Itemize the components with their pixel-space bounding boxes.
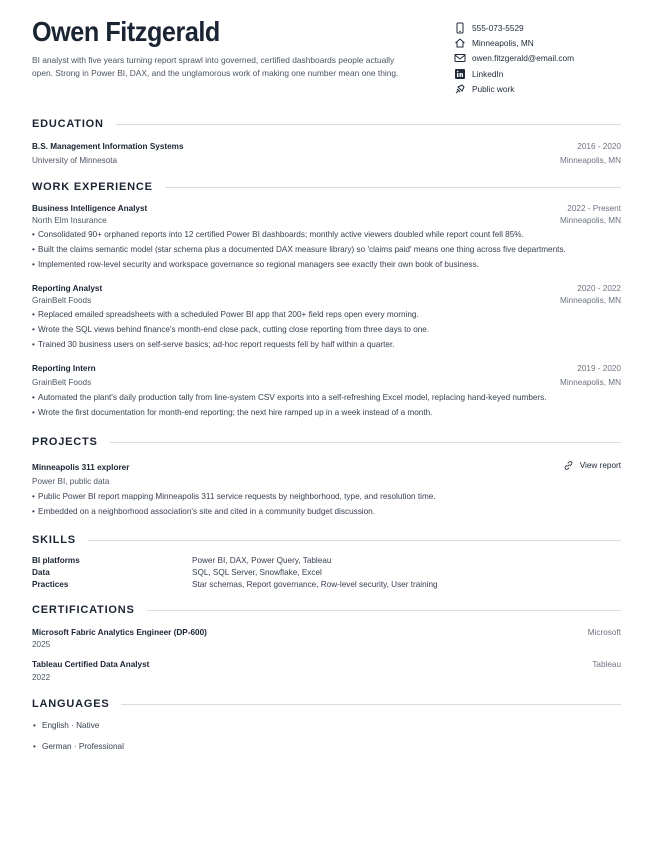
job-company: GrainBelt Foods: [32, 378, 92, 387]
contact-phone: [454, 20, 624, 35]
section-certifications-title: [32, 604, 621, 616]
contact-block: [454, 20, 624, 97]
job-dates: 2022 - Present: [567, 204, 621, 213]
skill-values: Power BI, DAX, Power Query, Tableau: [192, 556, 332, 565]
section-heading: EDUCATION: [32, 118, 104, 130]
project-bullet: • Public Power BI report mapping Minneapolis 311 service requests by neighborhood, type, and resolution time.: [38, 492, 436, 501]
section-divider: [121, 704, 621, 705]
linkedin-link[interactable]: LinkedIn: [472, 68, 504, 79]
section-divider: [116, 124, 621, 125]
contact-location: [454, 35, 624, 50]
skill-row: [32, 568, 621, 580]
certification-issuer: Microsoft: [587, 628, 621, 637]
job-sub-row: [32, 216, 621, 228]
contact-linkedin[interactable]: [454, 66, 624, 81]
section-heading: CERTIFICATIONS: [32, 604, 135, 616]
email-link[interactable]: owen.fitzgerald@email.com: [472, 53, 575, 64]
home-icon: [454, 37, 466, 49]
summary-text: BI analyst with five years turning report sprawl into governed, certified dashboards people actually open. Strong in Power BI, DAX, and the unglamorous work of making one number mean one thing.: [32, 55, 399, 78]
job-dates: 2020 - 2022: [577, 284, 621, 293]
link-icon: [563, 460, 574, 471]
job-location: Minneapolis, MN: [560, 296, 621, 305]
job-bullet: • Built the claims semantic model (star schema plus a documented DAX measure library) so 'claims paid' means one thing across five departments.: [38, 245, 566, 254]
job-sub-row: [32, 378, 621, 390]
job-bullet: • Trained 30 business users on self-serve basics; ad-hoc report requests fell by half within a quarter.: [38, 340, 395, 349]
section-experience-title: [32, 181, 621, 193]
skill-category: Data: [32, 568, 50, 577]
section-divider: [147, 610, 621, 611]
skill-category: Practices: [32, 580, 69, 589]
job-bullet: • Wrote the first documentation for month-end reporting; the next hire ramped up in a week instead of a month.: [38, 408, 432, 417]
language-item: • English · Native: [42, 721, 99, 730]
project-header-row: [32, 463, 621, 475]
certification-row: [32, 628, 621, 640]
education-header-row: [32, 142, 621, 154]
section-heading: LANGUAGES: [32, 698, 110, 710]
certification-year: 2022: [32, 673, 51, 682]
skill-row: [32, 580, 621, 592]
view-report-link[interactable]: [563, 460, 621, 471]
section-heading: WORK EXPERIENCE: [32, 181, 153, 193]
job-location: Minneapolis, MN: [560, 378, 621, 387]
phone-text: 555-073-5529: [472, 22, 524, 33]
skill-row: [32, 556, 621, 568]
job-company: North Elm Insurance: [32, 216, 107, 225]
portfolio-icon: [454, 83, 466, 95]
education-location: Minneapolis, MN: [560, 156, 621, 165]
project-name: Minneapolis 311 explorer: [32, 463, 130, 472]
job-dates: 2019 - 2020: [577, 364, 621, 373]
degree-name: B.S. Management Information Systems: [32, 142, 184, 151]
project-sub-row: [32, 477, 621, 489]
job-role: Reporting Analyst: [32, 284, 103, 293]
section-education-title: [32, 118, 621, 130]
certification-year-row: [32, 673, 621, 685]
linkedin-icon: [454, 68, 466, 80]
section-projects-title: [32, 436, 621, 448]
certification-year-row: [32, 640, 621, 652]
job-header-row: [32, 204, 621, 216]
candidate-name: Owen Fitzgerald: [32, 16, 220, 47]
portfolio-link[interactable]: Public work: [472, 84, 515, 95]
section-languages-title: [32, 698, 621, 710]
section-divider: [110, 442, 621, 443]
contact-portfolio[interactable]: [454, 82, 624, 97]
section-skills-title: [32, 534, 621, 546]
view-report-label[interactable]: View report: [579, 461, 621, 470]
language-item: • German · Professional: [42, 742, 124, 751]
job-bullet: • Automated the plant's daily production tally from line-system CSV exports into a self-refreshing Excel model, replacing hand-keyed numbers.: [38, 393, 547, 402]
job-bullet: • Implemented row-level security and workspace governance so regional managers see exactly their own book of business.: [38, 260, 479, 269]
contact-email[interactable]: [454, 51, 624, 66]
section-divider: [88, 540, 621, 541]
job-bullet: • Replaced emailed spreadsheets with a scheduled Power BI app that 200+ field reps open every morning.: [38, 310, 419, 319]
job-role: Reporting Intern: [32, 364, 96, 373]
job-sub-row: [32, 296, 621, 308]
certification-issuer: Tableau: [592, 660, 621, 669]
school-name: University of Minnesota: [32, 156, 118, 165]
job-header-row: [32, 284, 621, 296]
education-sub-row: [32, 156, 621, 168]
job-bullet: • Wrote the SQL views behind finance's month-end close pack, cutting close reporting from three days to one.: [38, 325, 429, 334]
mail-icon: [454, 52, 466, 64]
certification-name: Microsoft Fabric Analytics Engineer (DP-600): [32, 628, 207, 637]
skill-values: SQL, SQL Server, Snowflake, Excel: [192, 568, 322, 577]
job-bullet: • Consolidated 90+ orphaned reports into 12 certified Power BI dashboards; monthly active viewers doubled while report count fell 85%.: [38, 230, 524, 239]
job-role: Business Intelligence Analyst: [32, 204, 148, 213]
job-location: Minneapolis, MN: [560, 216, 621, 225]
phone-icon: [454, 22, 466, 34]
education-dates: 2016 - 2020: [577, 142, 621, 151]
skill-category: BI platforms: [32, 556, 80, 565]
section-divider: [165, 187, 621, 188]
section-heading: PROJECTS: [32, 436, 98, 448]
project-stack: Power BI, public data: [32, 477, 110, 486]
job-company: GrainBelt Foods: [32, 296, 92, 305]
skill-values: Star schemas, Report governance, Row-level security, User training: [192, 580, 438, 589]
job-header-row: [32, 364, 621, 376]
certification-name: Tableau Certified Data Analyst: [32, 660, 150, 669]
certification-row: [32, 660, 621, 672]
section-heading: SKILLS: [32, 534, 76, 546]
certification-year: 2025: [32, 640, 51, 649]
project-bullet: • Embedded on a neighborhood association's site and cited in a community budget discussion.: [38, 507, 375, 516]
location-text: Minneapolis, MN: [472, 38, 534, 49]
